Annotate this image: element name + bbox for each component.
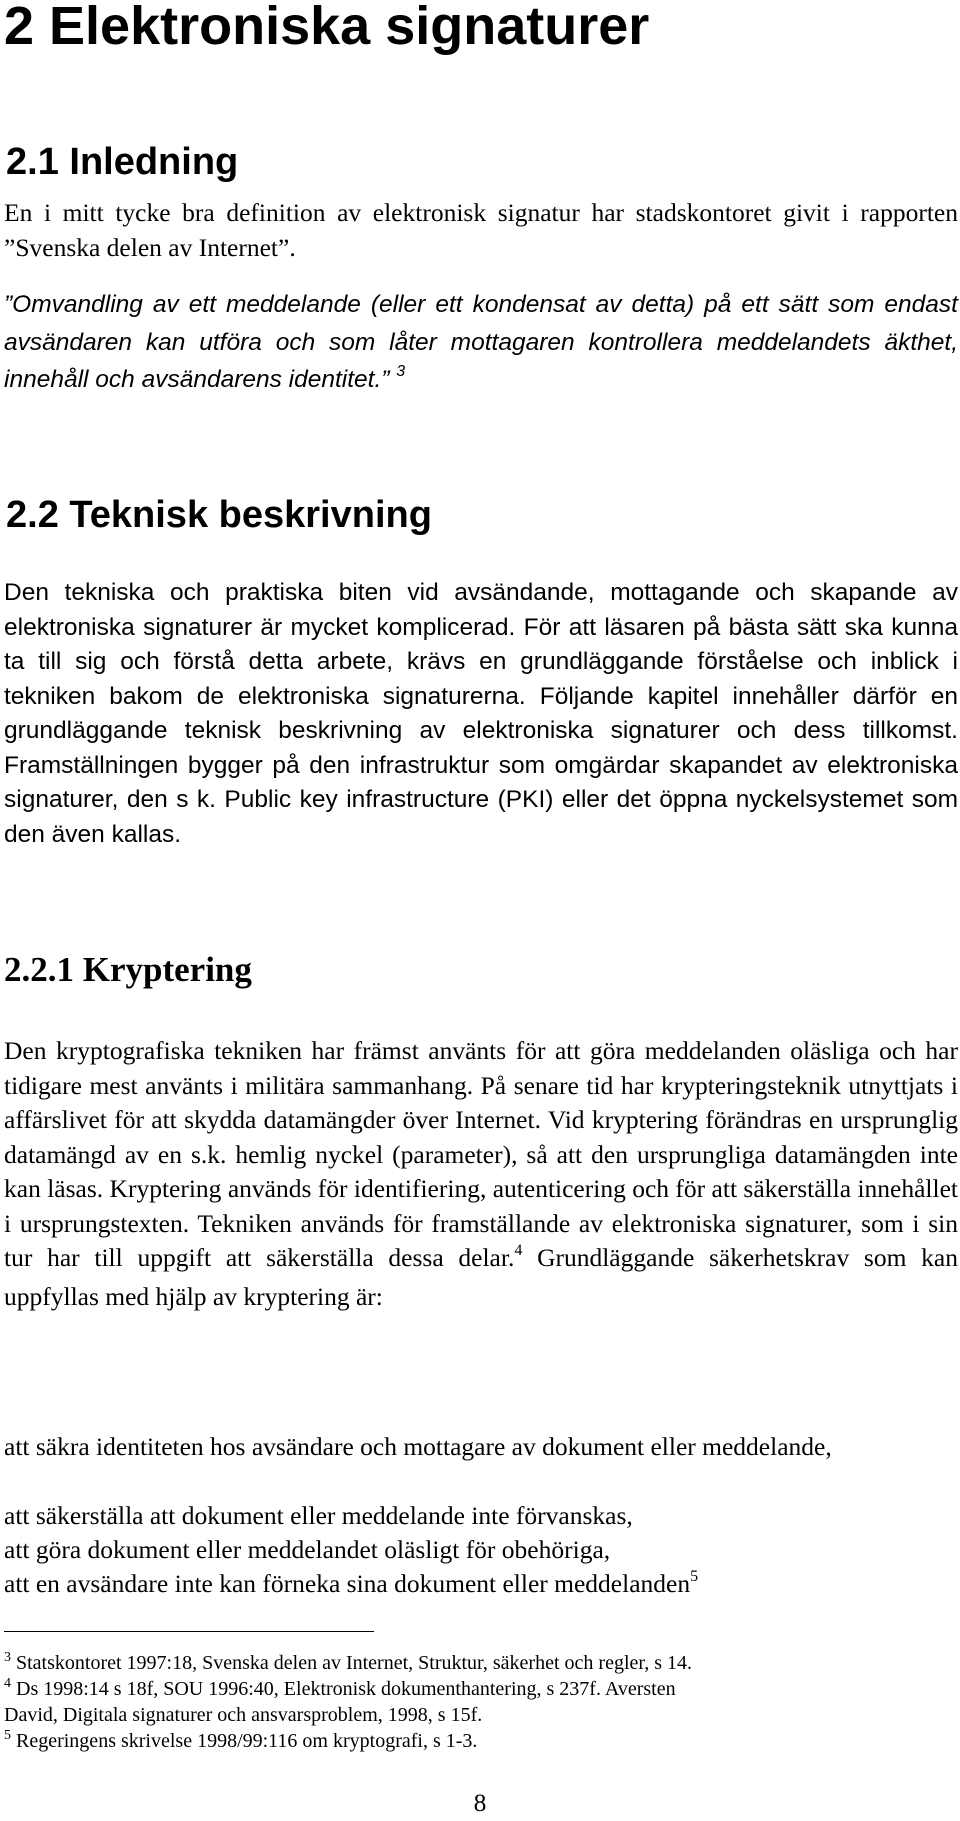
quote-text: ”Omvandling av ett meddelande (eller ett kondensat av detta) på ett sätt som endast avsändaren kan utföra och som låter mottagaren kontrollera meddelandets äkthet, innehåll och avsändarens identitet.” <box>4 291 958 393</box>
requirement-item <box>4 1567 698 1606</box>
chapter-title: 2 Elektroniska signaturer <box>4 0 650 56</box>
footnote-text: Regeringens skrivelse 1998/99:116 om kryptografi, s 1-3. <box>16 1730 478 1752</box>
footnote-ref-5[interactable]: 5 <box>690 1568 699 1585</box>
subsection-heading-kryptering: 2.2.1 Kryptering <box>4 950 252 989</box>
footnote-separator <box>4 1631 374 1632</box>
page-number: 8 <box>473 1788 487 1817</box>
kryptering-text-part1: Den kryptografiska tekniken har främst använts för att göra meddelanden oläsliga och har tidigare mest använts i militära sammanhang. På senare tid har krypteringsteknik utnyttjats i affärslivet för att skydda datamängder över Internet. Vid kryptering förändras en ursprunglig datamängd av en s.k. hemlig nyckel (parameter), så att den ursprungliga datamängden inte kan läsas. Kryptering används för identifiering, autenticering och för att säkerställa innehållet i ursprungstexten. Tekniken används för framställande av elektroniska signaturer, som i sin tur har till uppgift att säkerställa dessa delar. <box>4 1036 958 1272</box>
footnote-number: 5 <box>4 1728 11 1743</box>
requirement-text: att en avsändare inte kan förneka sina dokument eller meddelanden <box>4 1569 691 1598</box>
requirement-item: att säkerställa att dokument eller meddelande inte förvanskas, <box>4 1501 633 1530</box>
footnote-3 <box>4 1650 692 1679</box>
footnote-4-continuation: David, Digitala signaturer och ansvarsproblem, 1998, s 15f. <box>4 1704 483 1726</box>
requirement-item: att göra dokument eller meddelandet oläsligt för obehöriga, <box>4 1535 611 1564</box>
kryptering-text-part2: Grundläggande säkerhetskrav som kan uppfyllas med hjälp av kryptering är: <box>4 1243 958 1311</box>
footnote-4 <box>4 1676 676 1705</box>
definition-quote <box>4 286 958 402</box>
section-heading-teknisk-beskrivning: 2.2 Teknisk beskrivning <box>6 494 432 536</box>
requirement-item: att säkra identiteten hos avsändare och mottagare av dokument eller meddelande, <box>4 1432 832 1461</box>
footnote-number: 3 <box>4 1650 11 1665</box>
intro-paragraph: En i mitt tycke bra definition av elektronisk signatur har stadskontoret givit i rapporten ”Svenska delen av Internet”. <box>4 198 958 262</box>
footnote-text: Ds 1998:14 s 18f, SOU 1996:40, Elektronisk dokumenthantering, s 237f. Aversten <box>16 1678 676 1700</box>
footnote-ref-3[interactable]: 3 <box>396 363 406 380</box>
footnote-ref-4[interactable]: 4 <box>514 1242 523 1259</box>
footnote-text: Statskontoret 1997:18, Svenska delen av Internet, Struktur, säkerhet och regler, s 14. <box>16 1652 693 1674</box>
footnote-number: 4 <box>4 1676 11 1691</box>
kryptering-paragraph <box>4 1034 958 1314</box>
footnote-5 <box>4 1728 477 1757</box>
section-heading-inledning: 2.1 Inledning <box>6 141 239 183</box>
teknisk-beskrivning-paragraph: Den tekniska och praktiska biten vid avsändande, mottagande och skapande av elektroniska signaturer är mycket komplicerad. För att läsaren på bästa sätt ska kunna ta till sig och förstå detta arbete, krävs en grundläggande förståelse och inblick i tekniken bakom de elektroniska signaturerna. Följande kapitel innehåller därför en grundläggande teknisk beskrivning av elektroniska signaturer och dess tillkomst. Framställningen bygger på den infrastruktur som omgärdar skapandet av elektroniska signaturer, den s k. Public key infrastructure (PKI) eller det öppna nyckelsystemet som den även kallas. <box>4 579 958 848</box>
